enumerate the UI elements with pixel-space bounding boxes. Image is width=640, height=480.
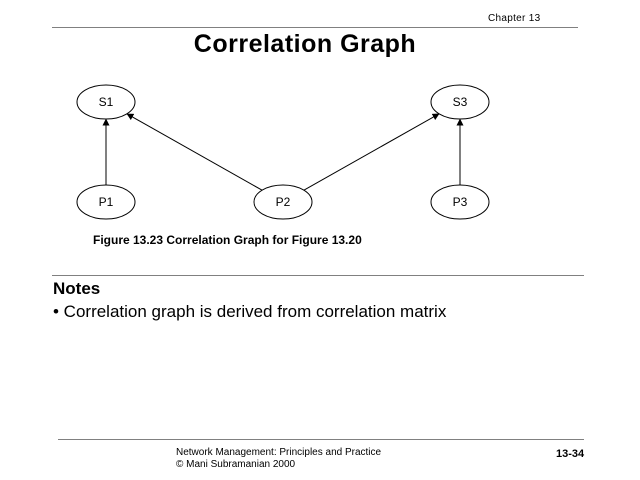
edge-p2-to-s1 (127, 114, 262, 190)
node-p1 (77, 185, 135, 219)
node-label: S3 (452, 95, 468, 109)
footer-copyright: © Mani Subramanian 2000 (176, 459, 296, 470)
node-label: P2 (275, 195, 291, 209)
slide-title: Correlation Graph (193, 30, 417, 58)
footer-title: Network Management: Principles and Practice (176, 447, 382, 458)
node-p3 (431, 185, 489, 219)
chapter-label: Chapter 13 (488, 13, 541, 24)
node-s3 (431, 85, 489, 119)
notes-rule (52, 275, 584, 276)
footer-rule (58, 439, 584, 440)
notes-bullet: • Correlation graph is derived from correlation matrix (53, 302, 447, 321)
node-label: P1 (98, 195, 114, 209)
node-p2 (254, 185, 312, 219)
edge-p2-to-s3 (304, 114, 439, 190)
node-label: P3 (452, 195, 468, 209)
notes-heading: Notes (53, 279, 101, 298)
figure-caption: Figure 13.23 Correlation Graph for Figure 13.20 (93, 233, 362, 247)
node-label: S1 (98, 95, 114, 109)
page-number: 13-34 (556, 448, 585, 460)
node-s1 (77, 85, 135, 119)
